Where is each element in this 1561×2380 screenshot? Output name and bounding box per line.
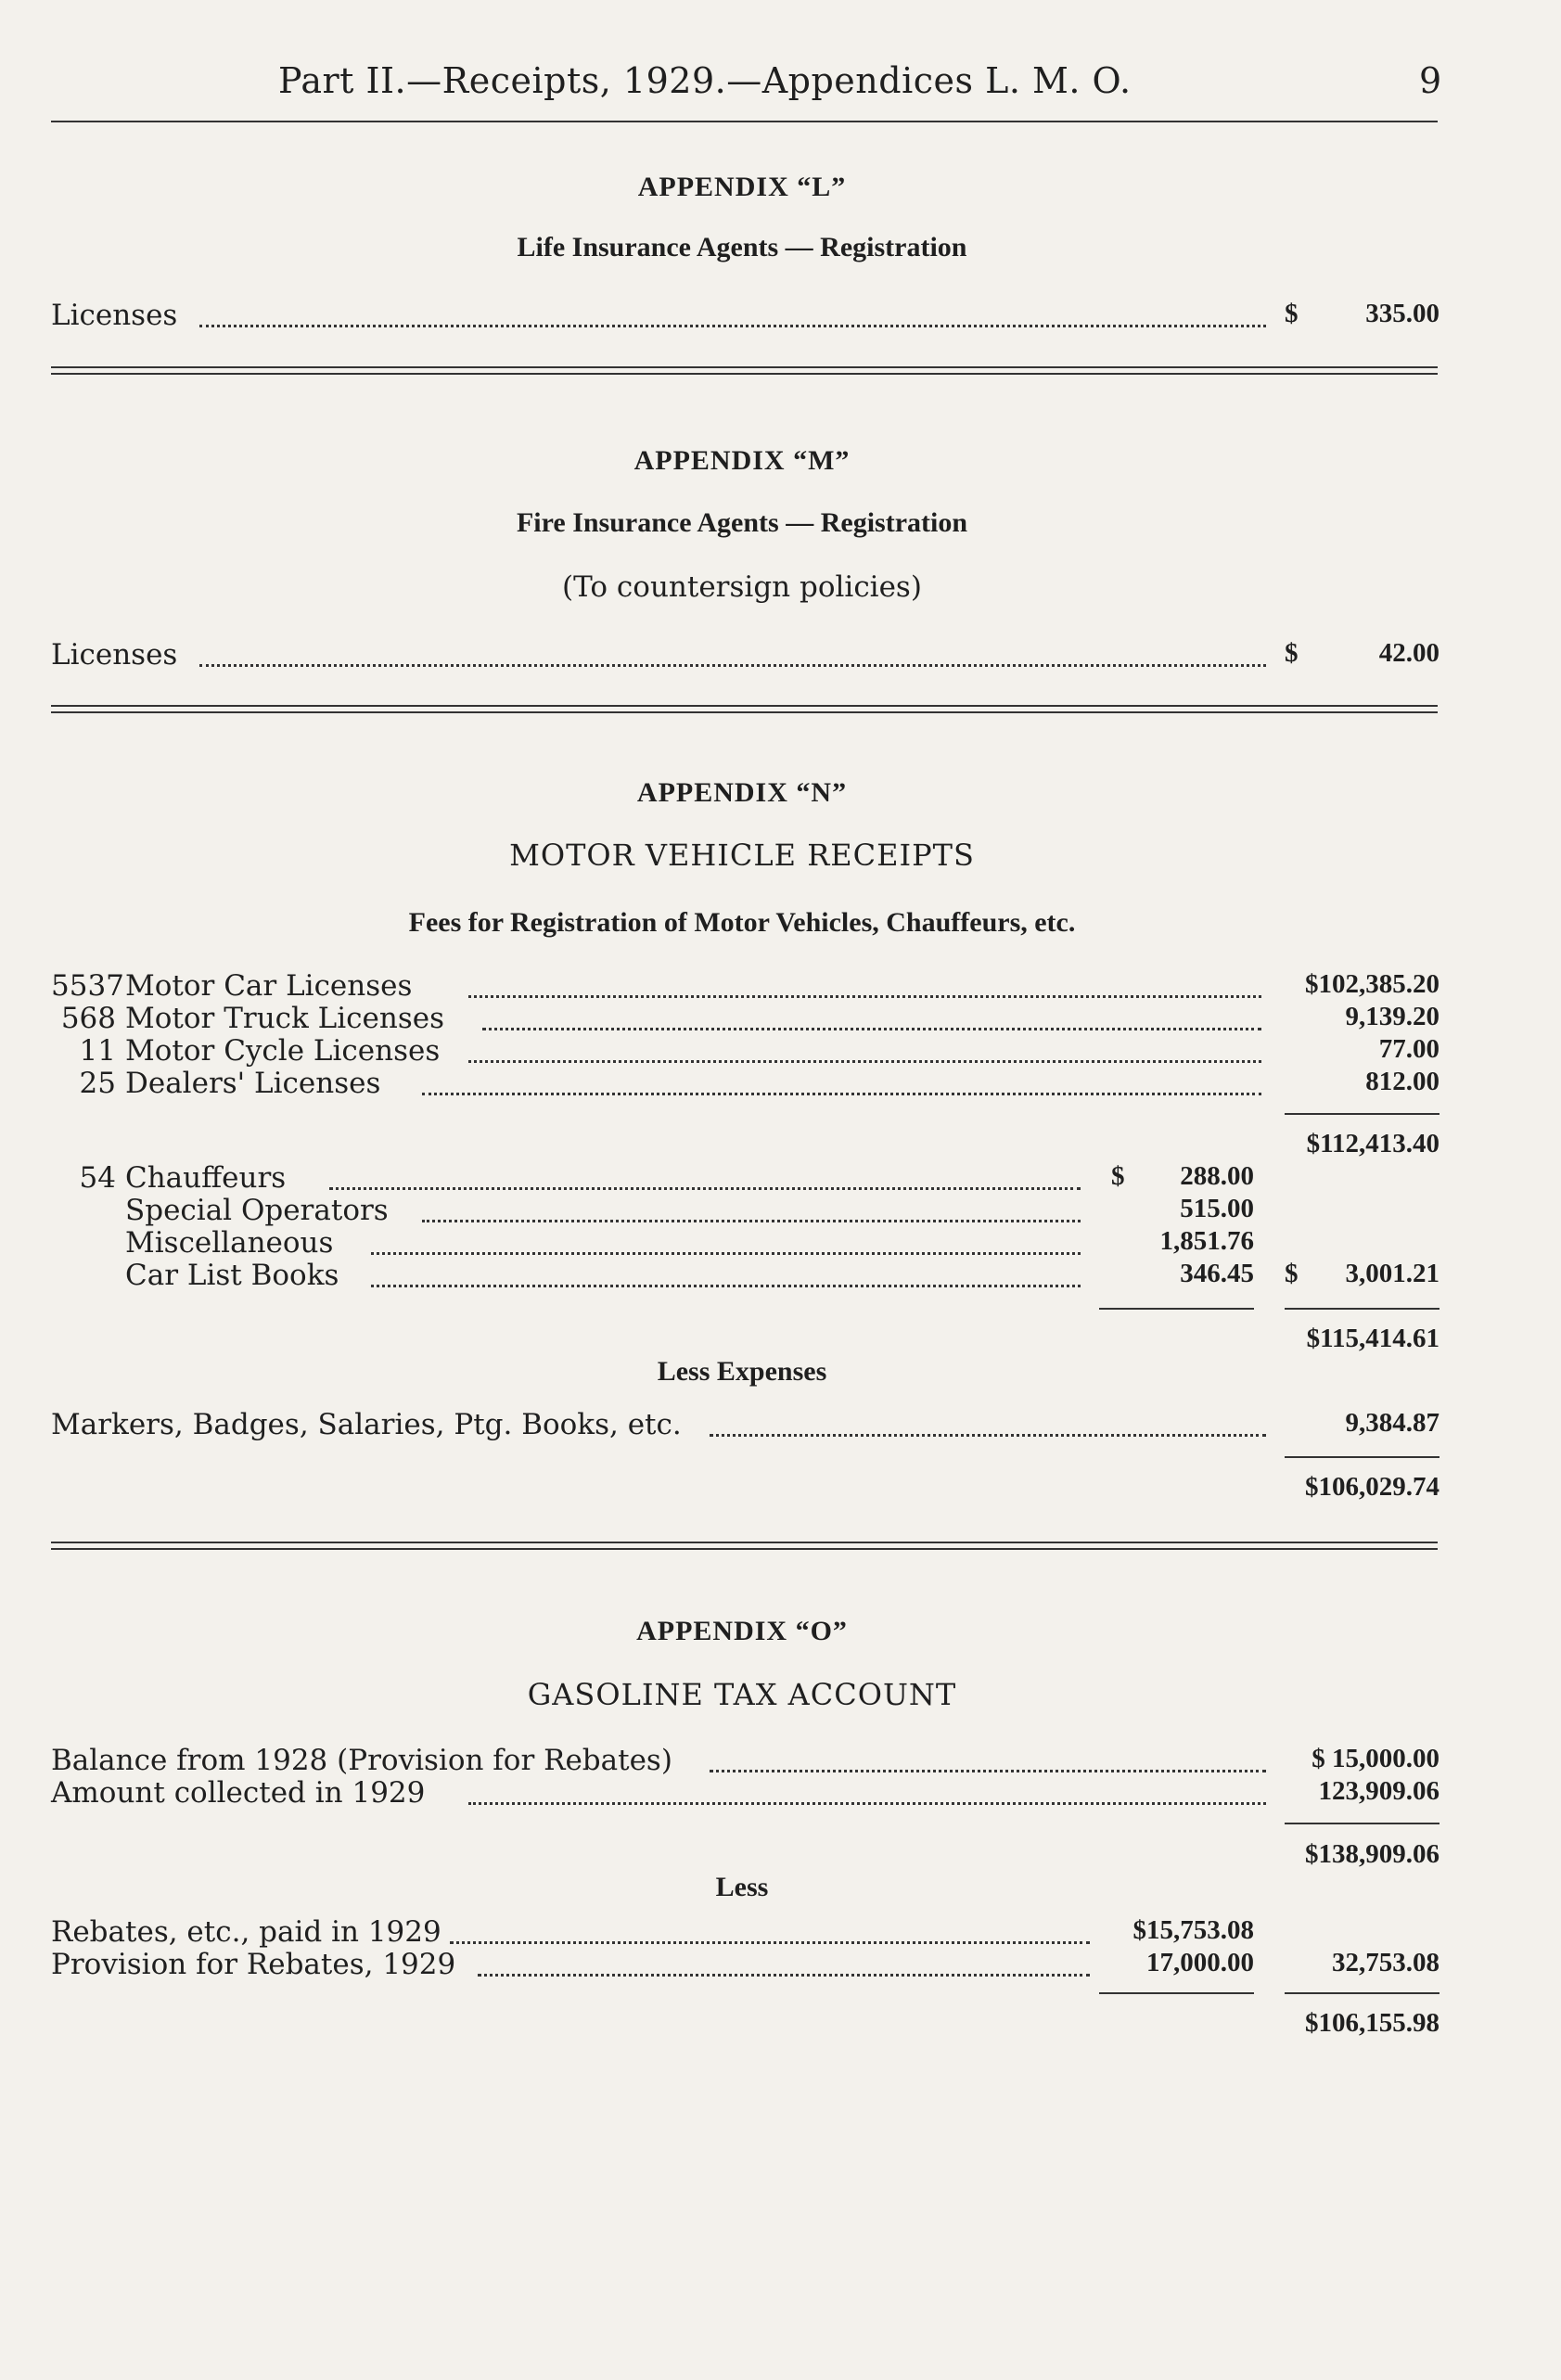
- license-amount: 812.00: [1365, 1067, 1439, 1096]
- page-number: 9: [1419, 60, 1442, 101]
- expenses-amount: 9,384.87: [1345, 1408, 1439, 1438]
- appendix-n-heading: APPENDIX “N”: [636, 777, 848, 808]
- page-header-title: Part II.—Receipts, 1929.—Appendices L. M. O.: [278, 60, 1132, 101]
- collected-amount: 123,909.06: [1318, 1776, 1439, 1806]
- license-amount: 9,139.20: [1345, 1002, 1439, 1031]
- appendix-m-heading: APPENDIX “M”: [633, 445, 851, 476]
- leader-dots: [371, 1285, 1081, 1287]
- other-label: Special Operators: [125, 1194, 389, 1227]
- currency-sign: $: [1285, 638, 1299, 668]
- sum-line: [1099, 1992, 1254, 1994]
- license-amount: 77.00: [1378, 1034, 1439, 1064]
- license-label: Motor Cycle Licenses: [125, 1034, 441, 1068]
- less-total: 32,753.08: [1332, 1948, 1439, 1977]
- rebates-label: Rebates, etc., paid in 1929: [51, 1915, 441, 1949]
- rebates-amount: $15,753.08: [1132, 1915, 1254, 1945]
- license-amount: $102,385.20: [1305, 969, 1439, 999]
- net-total: $106,155.98: [1305, 2008, 1439, 2038]
- leader-dots: [710, 1434, 1266, 1437]
- license-count: 5537: [51, 969, 124, 1003]
- sum-line: [1285, 1113, 1439, 1115]
- appendix-l-amount: 335.00: [1365, 299, 1439, 328]
- leader-dots: [482, 1028, 1261, 1030]
- other-label: Chauffeurs: [125, 1161, 287, 1195]
- sum-line: [1099, 1308, 1254, 1310]
- net-total: $106,029.74: [1305, 1472, 1439, 1502]
- other-label: Miscellaneous: [125, 1226, 334, 1260]
- sum-line: [1285, 1456, 1439, 1458]
- leader-dots: [371, 1252, 1081, 1255]
- license-label: Motor Car Licenses: [125, 969, 413, 1003]
- appendix-n-subheading: MOTOR VEHICLE RECEIPTS: [509, 838, 975, 873]
- provision-amount: 17,000.00: [1146, 1948, 1254, 1977]
- appendix-l-licenses-label: Licenses: [51, 299, 178, 332]
- sum-line: [1285, 1823, 1439, 1824]
- header-rule: [51, 121, 1438, 122]
- appendix-o-subheading: GASOLINE TAX ACCOUNT: [527, 1677, 957, 1712]
- currency-sign: $: [1111, 1161, 1125, 1191]
- appendix-n-fees-heading: Fees for Registration of Motor Vehicles, Chauffeurs, etc.: [408, 907, 1076, 938]
- less-heading: Less: [715, 1872, 769, 1902]
- licenses-total: $112,413.40: [1306, 1129, 1439, 1158]
- appendix-m-licenses-label: Licenses: [51, 638, 178, 672]
- appendix-l-heading: APPENDIX “L”: [637, 172, 847, 202]
- appendix-m-note: (To countersign policies): [562, 570, 922, 604]
- collected-label: Amount collected in 1929: [51, 1776, 426, 1810]
- license-label: Motor Truck Licenses: [125, 1002, 444, 1035]
- appendix-m-subheading: Fire Insurance Agents — Registration: [516, 507, 968, 538]
- sum-line: [1285, 1992, 1439, 1994]
- currency-sign: $: [1285, 1259, 1299, 1288]
- leader-dots: [422, 1093, 1261, 1095]
- sum-line: [1285, 1308, 1439, 1310]
- gross-total: $115,414.61: [1306, 1324, 1439, 1353]
- other-count: 54: [79, 1161, 116, 1195]
- leader-dots: [468, 1060, 1261, 1063]
- appendix-m-amount: 42.00: [1378, 638, 1439, 668]
- section-divider: [51, 366, 1438, 375]
- balance-amount: $ 15,000.00: [1311, 1744, 1439, 1773]
- license-count: 25: [79, 1067, 116, 1100]
- license-count: 11: [79, 1034, 116, 1068]
- other-amount: 1,851.76: [1159, 1226, 1254, 1256]
- other-total: 3,001.21: [1345, 1259, 1439, 1288]
- leader-dots: [478, 1974, 1090, 1977]
- leader-dots: [468, 995, 1261, 998]
- provision-label: Provision for Rebates, 1929: [51, 1948, 456, 1981]
- other-label: Car List Books: [125, 1259, 339, 1292]
- leader-dots: [710, 1770, 1266, 1772]
- section-divider: [51, 705, 1438, 713]
- expenses-label: Markers, Badges, Salaries, Ptg. Books, etc.: [51, 1408, 682, 1441]
- currency-sign: $: [1285, 299, 1299, 328]
- leader-dots: [450, 1941, 1090, 1944]
- section-divider: [51, 1542, 1438, 1550]
- appendix-l-subheading: Life Insurance Agents — Registration: [517, 232, 967, 262]
- balance-label: Balance from 1928 (Provision for Rebates): [51, 1744, 672, 1777]
- leader-dots: [422, 1220, 1081, 1222]
- leader-dots: [199, 664, 1266, 667]
- license-count: 568: [60, 1002, 116, 1035]
- appendix-o-heading: APPENDIX “O”: [636, 1616, 848, 1646]
- less-expenses-heading: Less Expenses: [657, 1356, 827, 1387]
- other-amount: 515.00: [1180, 1194, 1254, 1223]
- leader-dots: [468, 1802, 1266, 1805]
- license-label: Dealers' Licenses: [125, 1067, 381, 1100]
- other-amount: 288.00: [1180, 1161, 1254, 1191]
- other-amount: 346.45: [1180, 1259, 1254, 1288]
- leader-dots: [199, 325, 1266, 327]
- gross-total: $138,909.06: [1305, 1839, 1439, 1869]
- leader-dots: [329, 1187, 1081, 1190]
